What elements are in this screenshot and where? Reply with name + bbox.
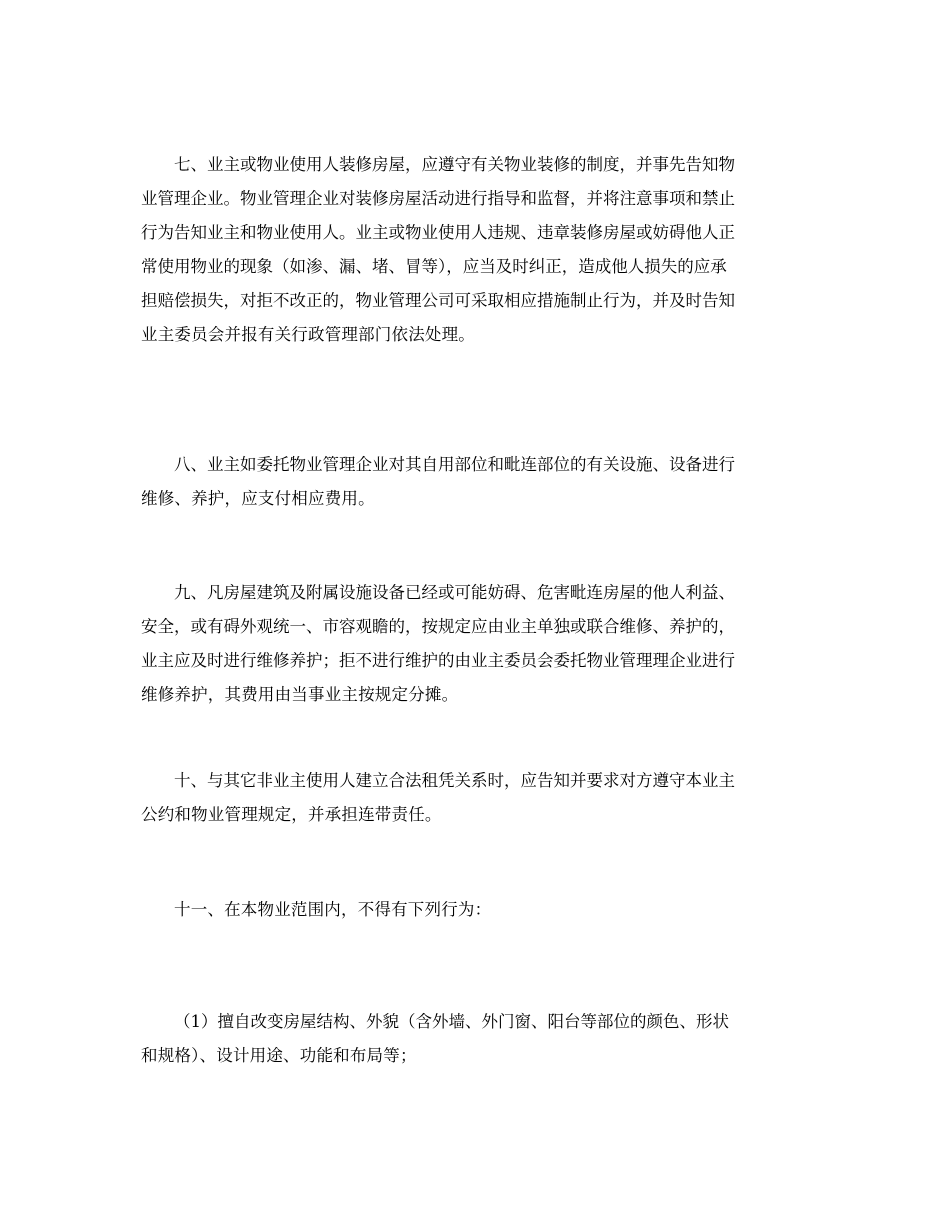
paragraph-line: 和规格）、设计用途、功能和布局等； <box>141 1046 417 1065</box>
paragraph-7 <box>141 148 813 352</box>
paragraph-line: 十、与其它非业主使用人建立合法租凭关系时，应告知并要求对方遵守本业主 <box>174 771 735 790</box>
paragraph-line: 安全，或有碍外观统一、市容观瞻的，按规定应由业主单独或联合维修、养护的， <box>141 617 735 636</box>
paragraph-8 <box>141 448 813 516</box>
paragraph-line: 维修、养护，应支付相应费用。 <box>141 489 375 508</box>
paragraph-11-item-1 <box>141 1005 813 1073</box>
paragraph-line: 担赔偿损失，对拒不改正的，物业管理公司可采取相应措施制止行为，并及时告知 <box>141 291 735 310</box>
paragraph-line: 八、业主如委托物业管理企业对其自用部位和毗连部位的有关设施、设备进行 <box>174 455 735 474</box>
paragraph-line: 十一、在本物业范围内，不得有下列行为： <box>174 900 492 919</box>
paragraph-line: 业管理企业。物业管理企业对装修房屋活动进行指导和监督，并将注意事项和禁止 <box>141 189 735 208</box>
paragraph-line: 公约和物业管理规定，并承担连带责任。 <box>141 805 442 824</box>
paragraph-9 <box>141 576 813 712</box>
paragraph-line: 七、业主或物业使用人装修房屋，应遵守有关物业装修的制度，并事先告知物 <box>174 155 735 174</box>
paragraph-line: 业主委员会并报有关行政管理部门依法处理。 <box>141 325 475 344</box>
paragraph-11 <box>141 893 813 927</box>
paragraph-10 <box>141 764 813 832</box>
paragraph-line: 常使用物业的现象（如渗、漏、堵、冒等），应当及时纠正，造成他人损失的应承 <box>141 257 727 276</box>
paragraph-line: 业主应及时进行维修养护；拒不进行维护的由业主委员会委托物业管理理企业进行 <box>141 651 735 670</box>
paragraph-line: 行为告知业主和物业使用人。业主或物业使用人违规、违章装修房屋或妨碍他人正 <box>141 223 735 242</box>
paragraph-line: 九、凡房屋建筑及附属设施设备已经或可能妨碍、危害毗连房屋的他人利益、 <box>174 583 735 602</box>
paragraph-line: （1）擅自改变房屋结构、外貌（含外墙、外门窗、阳台等部位的颜色、形状 <box>174 1012 729 1031</box>
paragraph-line: 维修养护，其费用由当事业主按规定分摊。 <box>141 685 459 704</box>
